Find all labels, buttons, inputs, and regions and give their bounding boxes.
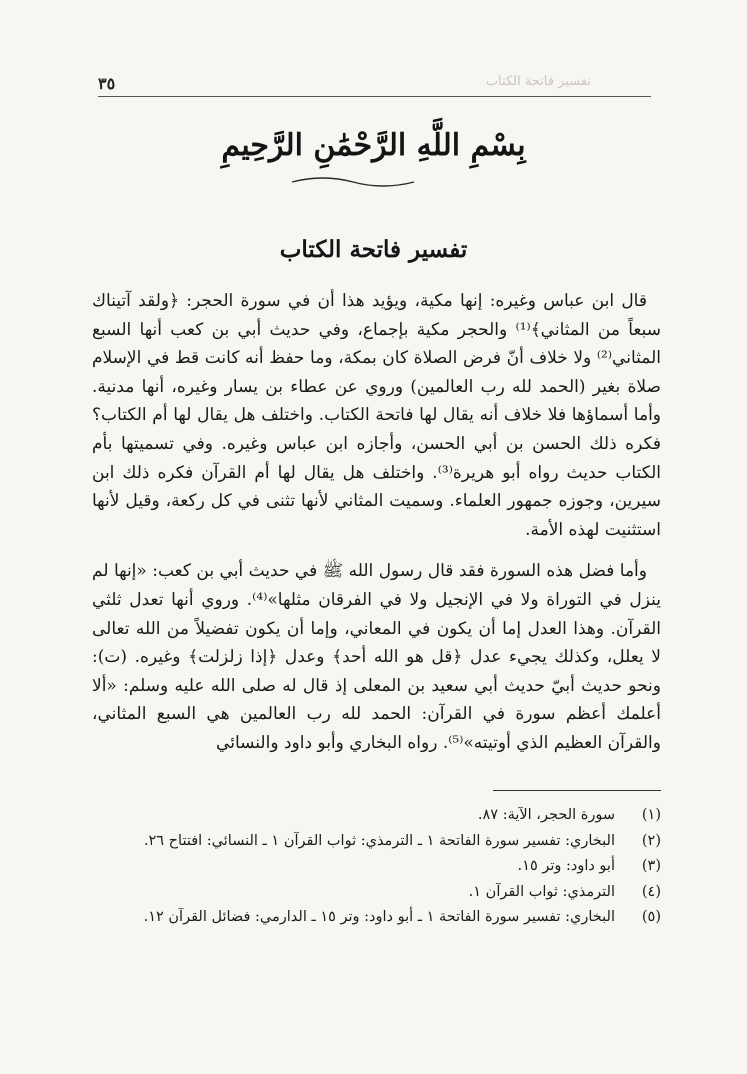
- footnote-text: سورة الحجر، الآية: ٨٧.: [477, 807, 615, 823]
- footnote-item: [92, 905, 661, 931]
- main-text: [92, 287, 661, 771]
- surah-title: تفسير فاتحة الكتاب: [279, 236, 468, 263]
- footnote-divider: [493, 790, 661, 791]
- footnote-text: أبو داود: وتر ١٥.: [517, 858, 615, 875]
- footnote-number: (١): [641, 807, 661, 823]
- footnote-item: [92, 829, 661, 855]
- footnote-text: الترمذي: ثواب القرآن ١.: [468, 883, 615, 900]
- footnote-number: (٢): [641, 832, 661, 849]
- basmala-flourish: [288, 174, 418, 190]
- page-number: ٣٥: [98, 74, 116, 93]
- footnote-item: [92, 803, 661, 829]
- footnote-number: (٤): [641, 883, 661, 900]
- running-header: [98, 74, 651, 97]
- paragraph-virtues: وأما فضل هذه السورة فقد قال رسول الله ﷺ في حديث أبي بن كعب: «إنها لم ينزل في التوراة ولا في الإنجيل ولا في الفرقان مثلها»⁽⁴⁾. وروي أنها تعدل ثلثي القرآن. وهذا العدل إما أن يكون في المعاني، وإما أن يكون تفضيلاً من الله تعالى لا يعلل، وكذلك يجيء عدل ﴿قل هو الله أحد﴾ وعدل ﴿إذا زلزلت﴾ وغيره. (ت): ونحو حديث أبيّ حديث أبي سعيد بن المعلى إذ قال له صلى الله عليه وسلم: «ألا أعلمك أعظم سورة في القرآن: الحمد لله رب العالمين هي السبع المثاني، والقرآن العظيم الذي أوتيته»⁽⁵⁾. رواه البخاري وأبو داود والنسائي: [92, 561, 662, 753]
- footnote-text: البخاري: تفسير سورة الفاتحة ١ ـ الترمذي: ثواب القرآن ١ ـ النسائي: افتتاح ٢٦.: [143, 832, 615, 849]
- footnote-item: [92, 880, 661, 906]
- footnotes: [92, 803, 661, 931]
- footnote-number: (٣): [641, 858, 661, 875]
- bleed-through-header: تفسير فاتحة الكتاب: [485, 74, 591, 89]
- basmala-calligraphy: بِسْمِ اللَّهِ الرَّحْمَٰنِ الرَّحِيمِ: [221, 128, 526, 163]
- footnote-text: البخاري: تفسير سورة الفاتحة ١ ـ أبو داود: وتر ١٥ ـ الدارمي: فضائل القرآن ١٢.: [143, 909, 615, 926]
- paragraph-origin-and-names: قال ابن عباس وغيره: إنها مكية، ويؤيد هذا أن في سورة الحجر: ﴿ولقد آتيناك سبعاً من المثاني﴾⁽¹⁾ والحجر مكية بإجماع، وفي حديث أبي بن كعب أنها السبع المثاني⁽²⁾ ولا خلاف أنّ فرض الصلاة كان بمكة، وما حفظ أنه كانت قط في الإسلام صلاة بغير (الحمد لله رب العالمين) وروي عن عطاء بن يسار وغيره، أنها مدنية. وأما أسماؤها فلا خلاف أنه يقال لها فاتحة الكتاب. واختلف هل يقال لها أم الكتاب؟ فكره ذلك الحسن بن أبي الحسن، وأجازه ابن عباس وغيره. وفي تسميتها بأم الكتاب حديث رواه أبو هريرة⁽³⁾. واختلف هل يقال لها أم القرآن فكره ذلك ابن سيرين، وجوزه جمهور العلماء. وسميت المثاني لأنها تثنى في كل ركعة، وقيل لأنها استثنيت لهذه الأمة.: [92, 291, 662, 540]
- footnote-item: [92, 854, 661, 880]
- footnote-number: (٥): [641, 909, 661, 926]
